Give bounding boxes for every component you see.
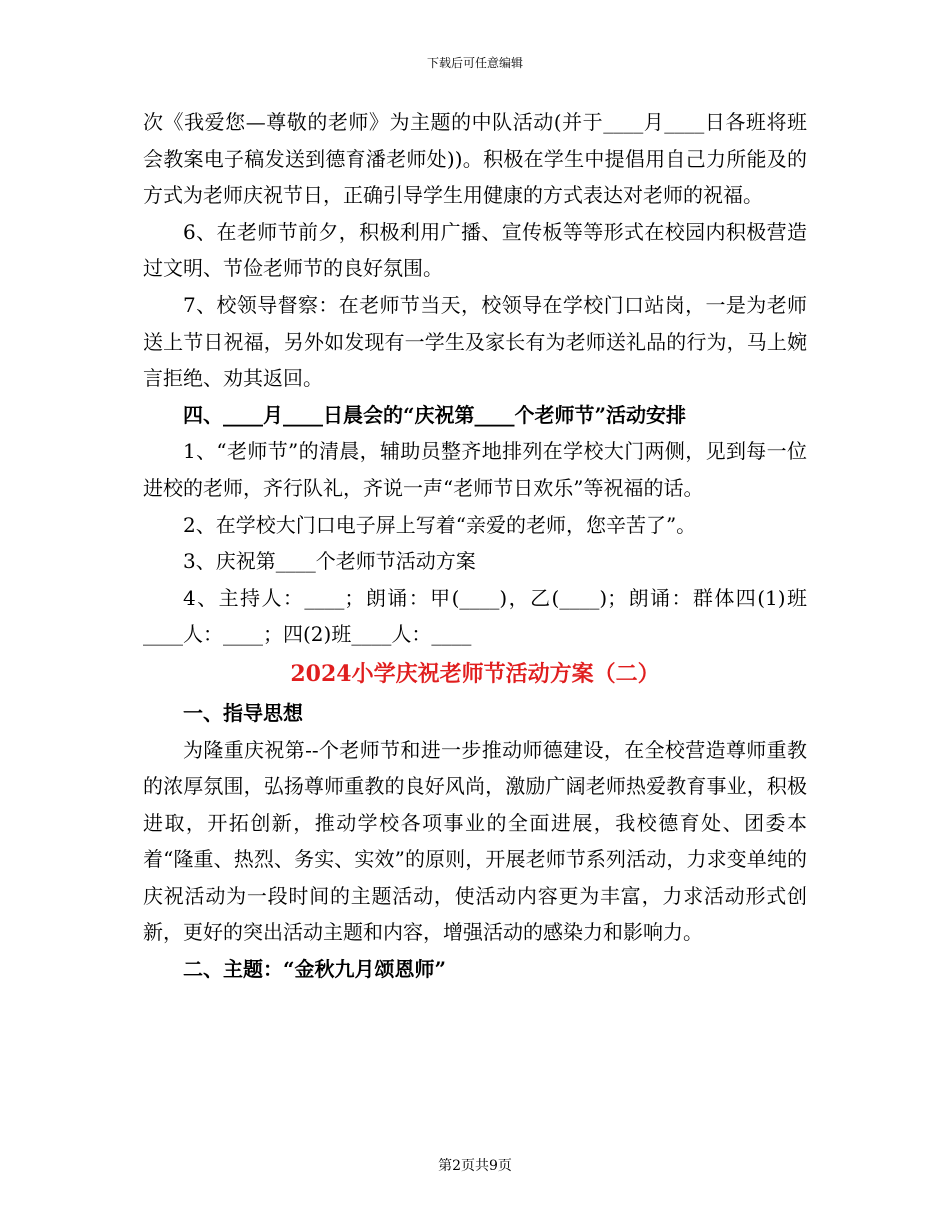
section-heading-4: 四、____月____日晨会的“庆祝第____个老师节”活动安排: [183, 402, 687, 427]
section-heading-1: 一、指导思想: [183, 700, 303, 725]
paragraph-item-7: 7、校领导督察：在老师节当天，校领导在学校门口站岗，一是为老师送上节日祝福，另外如发现有一学生及家长有为老师送礼品的行为，马上婉言拒绝、劝其返回。: [143, 292, 807, 391]
paragraph-item-4: 4、主持人：____；朗诵：甲(____)，乙(____)；朗诵：群体四(1)班____人：____；四(2)班____人：____: [143, 585, 807, 647]
page-header: 下载后可任意编辑: [426, 56, 523, 70]
page-footer: 第2页共9页: [438, 1158, 512, 1174]
document-title: 2024小学庆祝老师节活动方案（二）: [290, 660, 660, 687]
section-heading-2: 二、主题：“金秋九月颂恩师”: [183, 957, 447, 982]
document-body: [143, 104, 807, 988]
paragraph-item-3: 3、庆祝第____个老师节活动方案: [183, 549, 476, 574]
paragraph-guiding-thought: 为隆重庆祝第--个老师节和进一步推动师德建设，在全校营造尊师重教的浓厚氛围，弘扬尊师重教的良好风尚，激励广阔老师热爱教育事业，积极进取，开拓创新，推动学校各项事业的全面进展，我校德育处、团委本着“隆重、热烈、务实、实效”的原则，开展老师节系列活动，力求变单纯的庆祝活动为一段时间的主题活动，使活动内容更为丰富，力求活动形式创新，更好的突出活动主题和内容，增强活动的感染力和影响力。: [143, 737, 807, 945]
paragraph-item-6: 6、在老师节前夕，积极利用广播、宣传板等等形式在校园内积极营造过文明、节俭老师节的良好氛围。: [143, 219, 807, 281]
paragraph-item-2: 2、在学校大门口电子屏上写着“亲爱的老师，您辛苦了”。: [183, 512, 697, 537]
paragraph-continuation: 次《我爱您—尊敬的老师》为主题的中队活动(并于____月____日各班将班会教案电子稿发送到德育潘老师处))。积极在学生中提倡用自己力所能及的方式为老师庆祝节日，正确引导学生用健康的方式表达对老师的祝福。: [143, 110, 807, 208]
paragraph-item-1: 1、“老师节”的清晨，辅助员整齐地排列在学校大门两侧，见到每一位进校的老师，齐行队礼，齐说一声“老师节日欢乐”等祝福的话。: [143, 439, 807, 500]
